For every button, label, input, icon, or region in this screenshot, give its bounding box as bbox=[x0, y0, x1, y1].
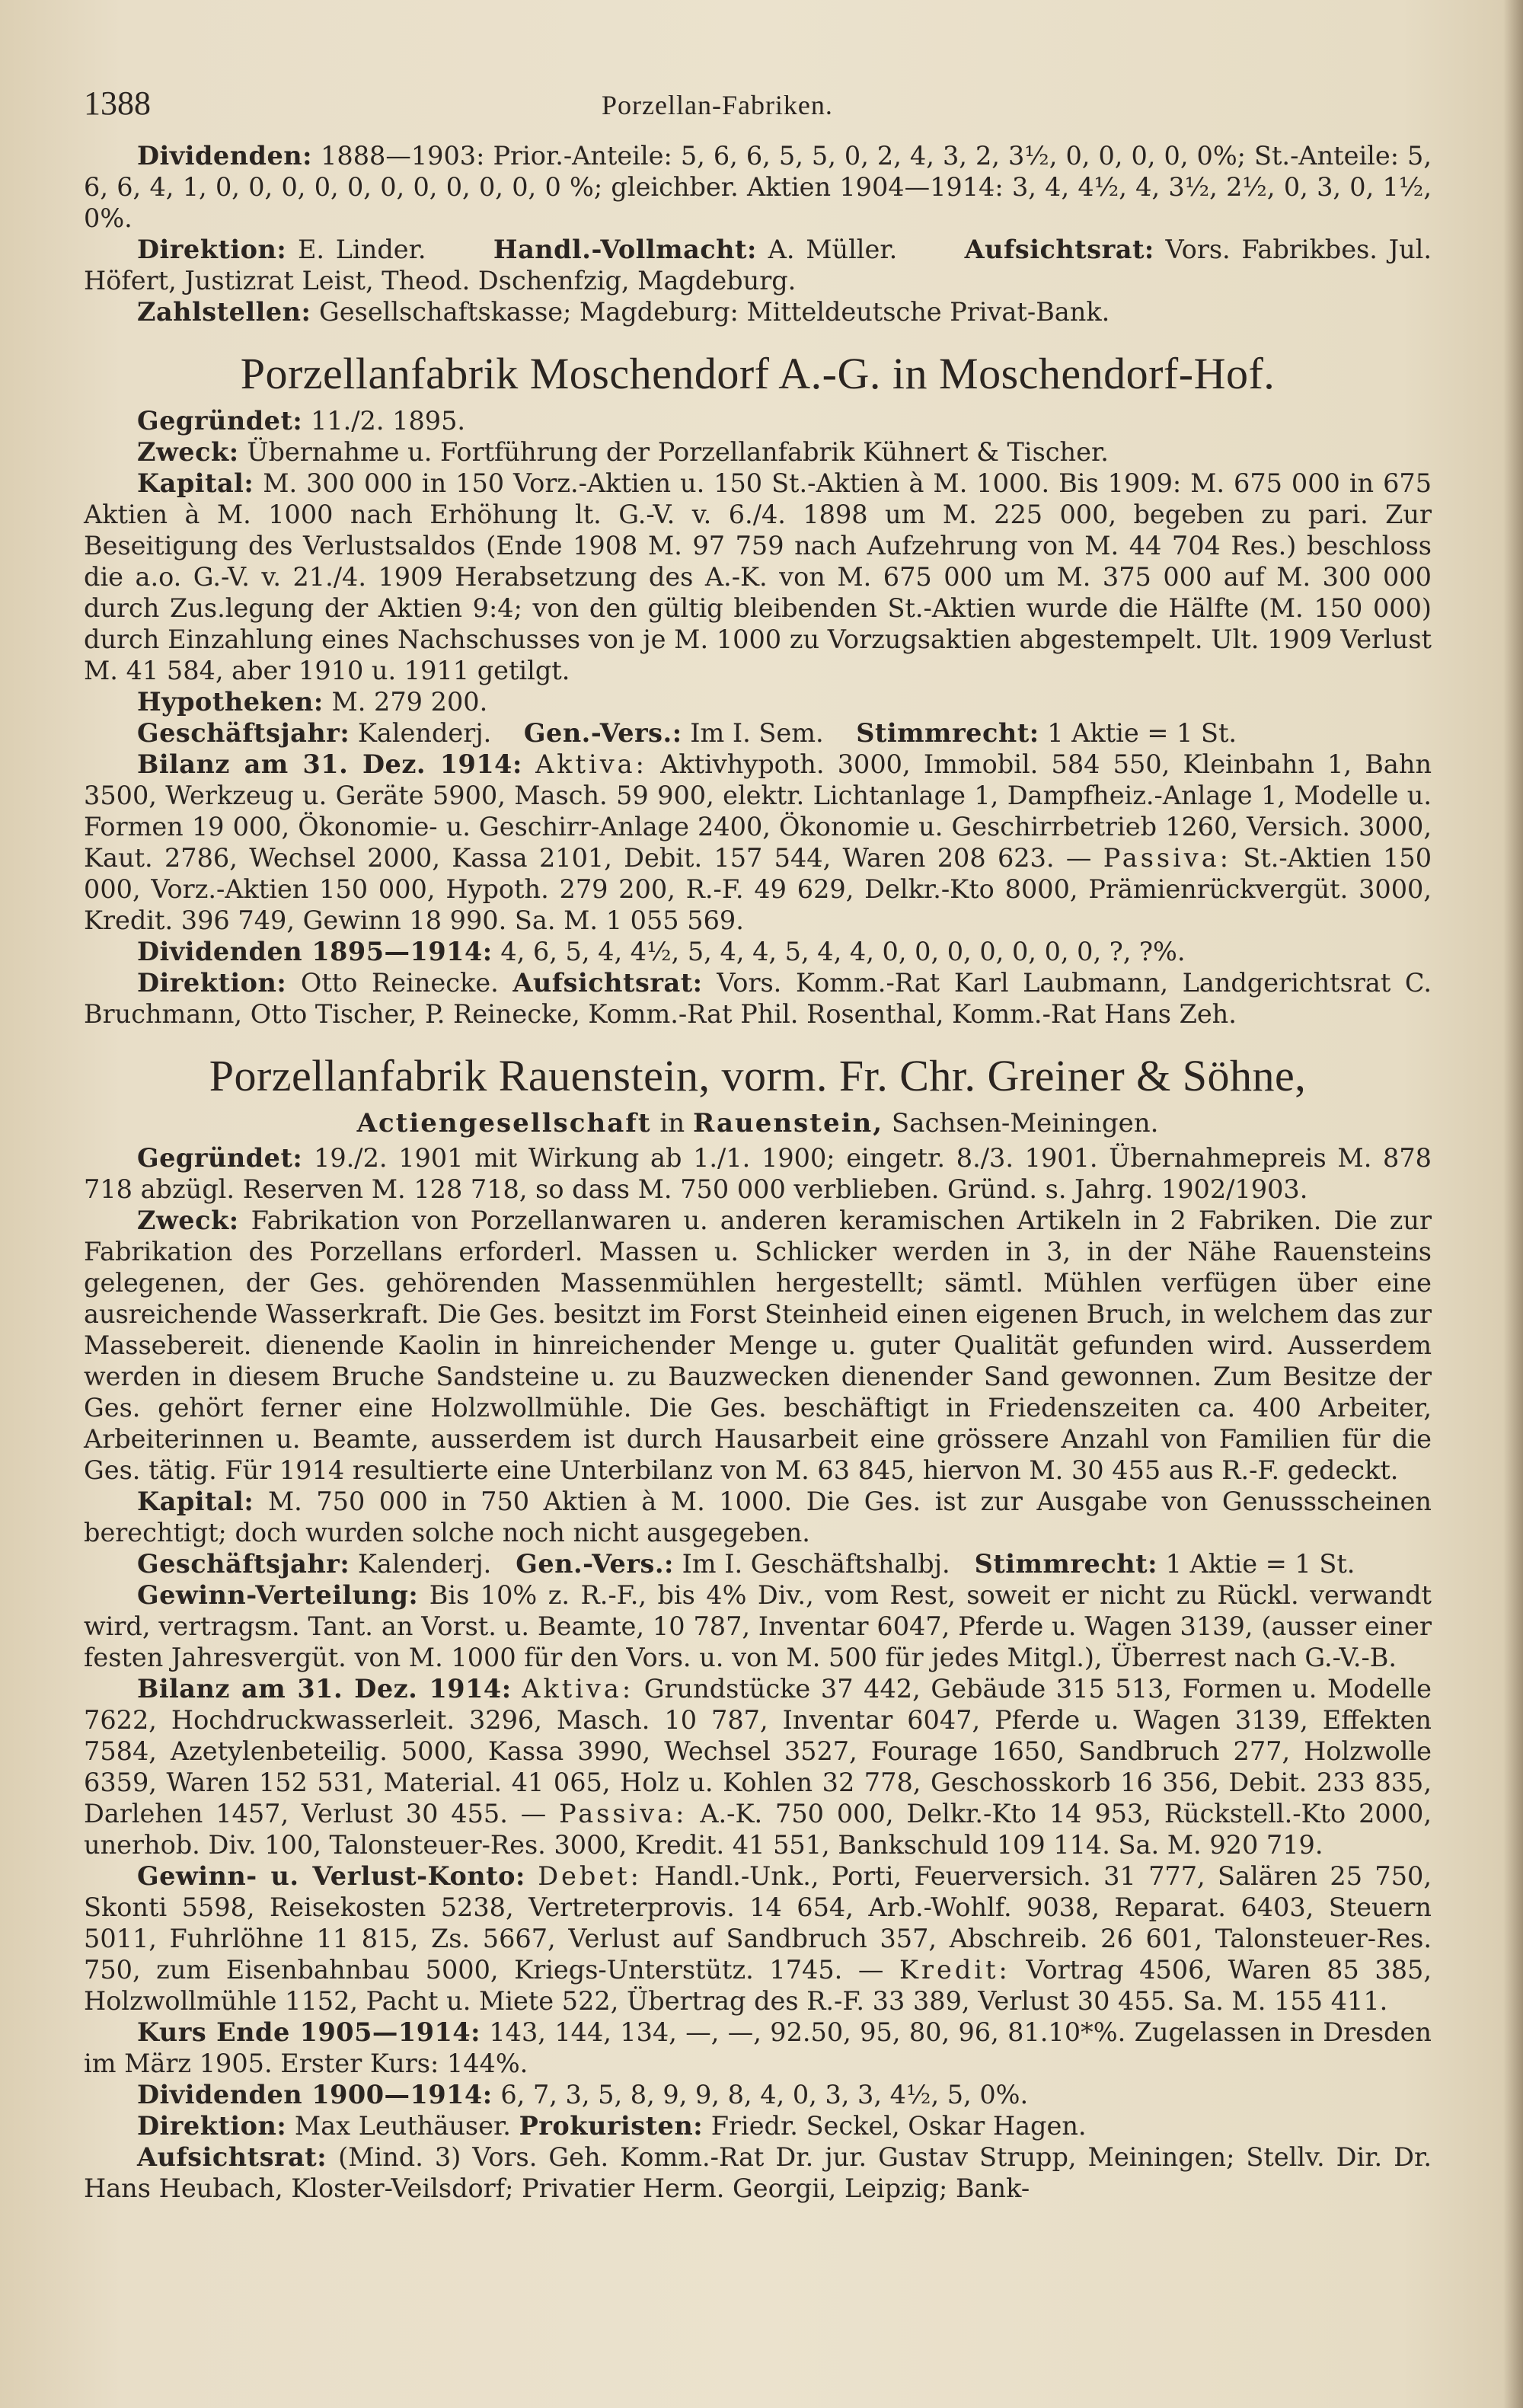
pl-debit-text: Handl.-Unk., Porti, Feuerversich. 31 777, Salären 25 750, Skonti 5598, Reisekosten 5238, Vertreterprovis. 14 654, Arb.-Wohlf. 9038, Reparat. 6403, Steuern 5011, Fuhrlöhne 11 815, Zs. 5667, Verlust auf Sandbruch 357, Abschreib. 26 601, Talonsteuer-Res. 750, zum Eisenbahnbau 5000, Kriegs-Unterstütz. 1745. — bbox=[84, 1861, 1432, 1985]
vote-label: Stimmrecht: bbox=[974, 1549, 1157, 1579]
gm-text: Im I. Sem. bbox=[690, 718, 824, 748]
council-label: Aufsichtsrat: bbox=[512, 968, 703, 998]
fiscal-text: Kalenderj. bbox=[357, 1549, 492, 1579]
council-text: (Mind. 3) Vors. Geh. Komm.-Rat Dr. jur. Gustav Strupp, Meiningen; Stellv. Dir. Dr. Hans Heubach, Kloster-Veilsdorf; Privatier Herm. Georgii, Leipzig; Bank- bbox=[84, 2142, 1432, 2203]
pl-credit-label: Kredit: bbox=[899, 1955, 1011, 1985]
balance-label: Bilanz am 31. Dez. 1914: bbox=[137, 1674, 512, 1704]
purpose-text: Übernahme u. Fortführung der Porzellanfabrik Kühnert & Tischer. bbox=[247, 437, 1109, 467]
entry-rauenstein bbox=[84, 1049, 1432, 2204]
management-paragraph bbox=[84, 967, 1432, 1030]
paying-text: Gesellschaftskasse; Magdeburg: Mitteldeutsche Privat-Bank. bbox=[319, 297, 1110, 327]
proxy-text: A. Müller. bbox=[768, 235, 898, 264]
procura-label: Prokuristen: bbox=[519, 2111, 704, 2141]
balance-liab-label: Passiva: bbox=[559, 1799, 688, 1828]
council-paragraph bbox=[84, 2141, 1432, 2204]
board-label: Direktion: bbox=[137, 968, 287, 998]
fiscal-paragraph bbox=[84, 717, 1432, 749]
dividends-text: 6, 7, 3, 5, 8, 9, 9, 8, 4, 0, 3, 3, 4½, 5, 0%. bbox=[500, 2080, 1029, 2109]
company-title-moschendorf: Porzellanfabrik Moschendorf A.-G. in Moschendorf-Hof. bbox=[240, 349, 1276, 398]
dividends-text: 1888—1903: Prior.-Anteile: 5, 6, 6, 5, 5, 0, 2, 4, 3, 2, 3½, 0, 0, 0, 0, 0%; St.-Anteile: 5, 6, 6, 4, 1, 0, 0, 0, 0, 0, 0, 0, 0, 0, 0, 0 %; gleichber. Aktien 1904—1914: 3, 4, 4½, 4, 3½, 2½, 0, 3, 0, 1½, 0%. bbox=[84, 141, 1432, 233]
founded-label: Gegründet: bbox=[137, 406, 303, 436]
balance-assets-label: Aktiva: bbox=[535, 749, 647, 779]
balance-assets-text: Aktivhypoth. 3000, Immobil. 584 550, Kleinbahn 1, Bahn 3500, Werkzeug u. Geräte 5900, Masch. 59 900, elektr. Lichtanlage 1, Dampfheiz.-Anlage 1, Modelle u. Formen 19 000, Ökonomie- u. Geschirr-Anlage 2400, Ökonomie u. Geschirrbetrieb 1260, Versich. 3000, Kaut. 2786, Wechsel 2000, Kassa 2101, Debit. 157 544, Waren 208 623. — bbox=[84, 749, 1432, 873]
founded-text: 11./2. 1895. bbox=[310, 406, 466, 436]
running-title: Porzellan-Fabriken. bbox=[602, 90, 833, 120]
council-label: Aufsichtsrat: bbox=[137, 2142, 327, 2172]
founded-label: Gegründet: bbox=[137, 1143, 303, 1173]
fiscal-text: Kalenderj. bbox=[357, 718, 492, 748]
dividends-label: Dividenden: bbox=[137, 141, 313, 171]
proxy-label: Handl.-Vollmacht: bbox=[493, 235, 757, 264]
mortgage-paragraph bbox=[84, 686, 1432, 717]
gm-label: Gen.-Vers.: bbox=[523, 718, 682, 748]
board-text: Max Leuthäuser. bbox=[294, 2111, 511, 2141]
capital-label: Kapital: bbox=[137, 468, 254, 498]
council-text: Vors. Komm.-Rat Karl Laubmann, Landgerichtsrat C. Bruchmann, Otto Tischer, P. Reinecke, Komm.-Rat Phil. Rosenthal, Komm.-Rat Hans Zeh. bbox=[84, 968, 1432, 1029]
dividends-text: 4, 6, 5, 4, 4½, 5, 4, 4, 5, 4, 4, 0, 0, 0, 0, 0, 0, 0, ?, ?%. bbox=[500, 937, 1186, 966]
purpose-text: Fabrikation von Porzellanwaren u. anderen keramischen Artikeln in 2 Fabriken. Die zur Fabrikation des Porzellans erforderl. Massen u. Schlicker werden in 3, in der Nähe Rauensteins gelegenen, der Ges. gehörenden Massenmühlen hergestellt; sämtl. Mühlen verfügen über eine ausreichende Wasserkraft. Die Ges. besitzt im Forst Steinheid einen eigenen Bruch, in welchem das zur Massebereit. dienende Kaolin in hinreichender Menge u. guter Qualität gefunden wird. Ausserdem werden in diesem Bruche Sandsteine u. zu Bauzwecken dienender Sand gewonnen. Zum Besitze der Ges. gehört ferner eine Holzwollmühle. Die Ges. beschäftigt in Friedenszeiten ca. 400 Arbeiter, Arbeiterinnen u. Beamte, ausserdem ist durch Hausarbeit eine grössere Anzahl von Familien für die Ges. tätig. Für 1914 resultierte eine Unterbilanz von M. 63 845, hiervon M. 30 455 aus R.-F. gedeckt. bbox=[84, 1206, 1432, 1485]
procura-text: Friedr. Seckel, Oskar Hagen. bbox=[710, 2111, 1087, 2141]
profit-dist-label: Gewinn-Verteilung: bbox=[137, 1580, 419, 1610]
balance-liab-text: A.-K. 750 000, Delkr.-Kto 14 953, Rückstell.-Kto 2000, unerhob. Div. 100, Talonsteuer-Res. 3000, Kredit. 41 551, Bankschuld 109 114. Sa. M. 920 719. bbox=[84, 1799, 1432, 1860]
vote-label: Stimmrecht: bbox=[856, 718, 1039, 748]
balance-liab-text: St.-Aktien 150 000, Vorz.-Aktien 150 000, Hypoth. 279 200, R.-F. 49 629, Delkr.-Kto 8000, Prämienrückvergüt. 3000, Kredit. 396 749, Gewinn 18 990. Sa. M. 1 055 569. bbox=[84, 843, 1432, 935]
board-label: Direktion: bbox=[137, 2111, 287, 2141]
council-text: Vors. Fabrikbes. Jul. Höfert, Justizrat Leist, Theod. Dschenfzig, Magdeburg. bbox=[84, 235, 1432, 295]
management-paragraph bbox=[84, 2110, 1432, 2141]
quote-paragraph bbox=[84, 2017, 1432, 2079]
dividends-paragraph bbox=[84, 140, 1432, 234]
pl-debit-label: Debet: bbox=[538, 1861, 642, 1891]
balance-paragraph bbox=[84, 749, 1432, 936]
balance-label: Bilanz am 31. Dez. 1914: bbox=[137, 749, 522, 779]
board-text: E. Linder. bbox=[297, 235, 426, 264]
balance-liab-label: Passiva: bbox=[1103, 843, 1231, 873]
company-title-rauenstein: Porzellanfabrik Rauenstein, vorm. Fr. Chr. Greiner & Söhne, bbox=[209, 1051, 1307, 1100]
balance-assets-text: Grundstücke 37 442, Gebäude 315 513, Formen u. Modelle 7622, Hochdruckwasserleit. 3296, Masch. 10 787, Inventar 6047, Pferde u. Wagen 3139, Effekten 7584, Azetylenbeteilig. 5000, Kassa 3990, Wechsel 3527, Fourage 1650, Sandbruch 277, Holzwolle 6359, Waren 152 531, Material. 41 065, Holz u. Kohlen 32 778, Geschosskorb 16 356, Debit. 233 835, Darlehen 1457, Verlust 30 455. — bbox=[84, 1674, 1432, 1828]
board-label: Direktion: bbox=[137, 235, 287, 264]
profit-dist-text: Bis 10% z. R.-F., bis 4% Div., vom Rest, soweit er nicht zu Rückl. verwandt wird, vertragsm. Tant. an Vorst. u. Beamte, 10 787, Inventar 6047, Pferde u. Wagen 3139, (ausser einer festen Jahresvergüt. von M. 1000 für den Vors. u. von M. 500 für jedes Mitgl.), Überrest nach G.-V.-B. bbox=[84, 1580, 1432, 1672]
fiscal-paragraph bbox=[84, 1548, 1432, 1579]
capital-text: M. 300 000 in 150 Vorz.-Aktien u. 150 St.-Aktien à M. 1000. Bis 1909: M. 675 000 in 675 Aktien à M. 1000 nach Erhöhung lt. G.-V. v. 6./4. 1898 um M. 225 000, begeben zu pari. Zur Beseitigung des Verlustsaldos (Ende 1908 M. 97 759 nach Aufzehrung von M. 44 704 Res.) beschloss die a.o. G.-V. v. 21./4. 1909 Herabsetzung des A.-K. von M. 675 000 um M. 375 000 auf M. 300 000 durch Zus.legung der Aktien 9:4; von den gültig bleibenden St.-Aktien wurde die Hälfte (M. 150 000) durch Einzahlung eines Nachschusses von je M. 1000 zu Vorzugsaktien abgestempelt. Ult. 1909 Verlust M. 41 584, aber 1910 u. 1911 getilgt. bbox=[84, 468, 1432, 685]
capital-paragraph bbox=[84, 1486, 1432, 1548]
board-text: Otto Reinecke. bbox=[300, 968, 499, 998]
gm-text: Im I. Geschäftshalbj. bbox=[682, 1549, 950, 1579]
founded-paragraph bbox=[84, 1142, 1432, 1205]
profit-loss-paragraph bbox=[84, 1860, 1432, 2017]
dividends-label: Dividenden 1900—1914: bbox=[137, 2080, 493, 2109]
balance-assets-label: Aktiva: bbox=[522, 1674, 634, 1704]
quote-text: 143, 144, 134, —, —, 92.50, 95, 80, 96, 81.10*%. Zugelassen in Dresden im März 1905. Erster Kurs: 144%. bbox=[84, 2017, 1432, 2078]
capital-text: M. 750 000 in 750 Aktien à M. 1000. Die Ges. ist zur Ausgabe von Genussscheinen berechtigt; doch wurden solche noch nicht ausgegeben. bbox=[84, 1487, 1432, 1547]
quote-label: Kurs Ende 1905—1914: bbox=[137, 2017, 481, 2047]
fiscal-label: Geschäftsjahr: bbox=[137, 1549, 350, 1579]
founded-paragraph bbox=[84, 405, 1432, 436]
dividends-paragraph bbox=[84, 2079, 1432, 2110]
balance-paragraph bbox=[84, 1673, 1432, 1860]
paying-agents-paragraph bbox=[84, 296, 1432, 327]
profit-distribution-paragraph bbox=[84, 1579, 1432, 1673]
subtitle-company-form: Actiengesellschaft bbox=[356, 1108, 652, 1139]
purpose-paragraph bbox=[84, 1205, 1432, 1486]
mortgage-text: M. 279 200. bbox=[331, 687, 488, 717]
purpose-paragraph bbox=[84, 436, 1432, 468]
capital-label: Kapital: bbox=[137, 1487, 254, 1516]
subtitle-place: Rauenstein, bbox=[692, 1108, 884, 1139]
council-label: Aufsichtsrat: bbox=[964, 235, 1154, 264]
vote-text: 1 Aktie = 1 St. bbox=[1165, 1549, 1355, 1579]
purpose-label: Zweck: bbox=[137, 1206, 239, 1235]
previous-entry bbox=[84, 140, 1432, 327]
management-paragraph bbox=[84, 234, 1432, 296]
paying-label: Zahlstellen: bbox=[137, 297, 311, 327]
entry-moschendorf bbox=[84, 347, 1432, 1030]
pl-credit-text: Vortrag 4506, Waren 85 385, Holzwollmühle 1152, Pacht u. Miete 522, Übertrag des R.-F. 33 389, Verlust 30 455. Sa. M. 155 411. bbox=[84, 1955, 1432, 2016]
pl-label: Gewinn- u. Verlust-Konto: bbox=[137, 1861, 525, 1891]
purpose-label: Zweck: bbox=[137, 437, 239, 467]
page-spine-shadow bbox=[1503, 0, 1523, 2408]
subtitle-in: in bbox=[659, 1108, 685, 1139]
founded-text: 19./2. 1901 mit Wirkung ab 1./1. 1900; eingetr. 8./3. 1901. Übernahmepreis M. 878 718 abzügl. Reserven M. 128 718, so dass M. 750 000 verblieben. Gründ. s. Jahrg. 1902/1903. bbox=[84, 1143, 1432, 1204]
company-subtitle bbox=[84, 1107, 1432, 1139]
vote-text: 1 Aktie = 1 St. bbox=[1047, 718, 1237, 748]
mortgage-label: Hypotheken: bbox=[137, 687, 324, 717]
fiscal-label: Geschäftsjahr: bbox=[137, 718, 350, 748]
page-header bbox=[84, 84, 1432, 129]
page-number: 1388 bbox=[84, 85, 151, 122]
capital-paragraph bbox=[84, 468, 1432, 686]
dividends-paragraph bbox=[84, 936, 1432, 967]
subtitle-region: Sachsen-Meiningen. bbox=[891, 1108, 1159, 1139]
dividends-label: Dividenden 1895—1914: bbox=[137, 937, 493, 966]
gm-label: Gen.-Vers.: bbox=[516, 1549, 674, 1579]
